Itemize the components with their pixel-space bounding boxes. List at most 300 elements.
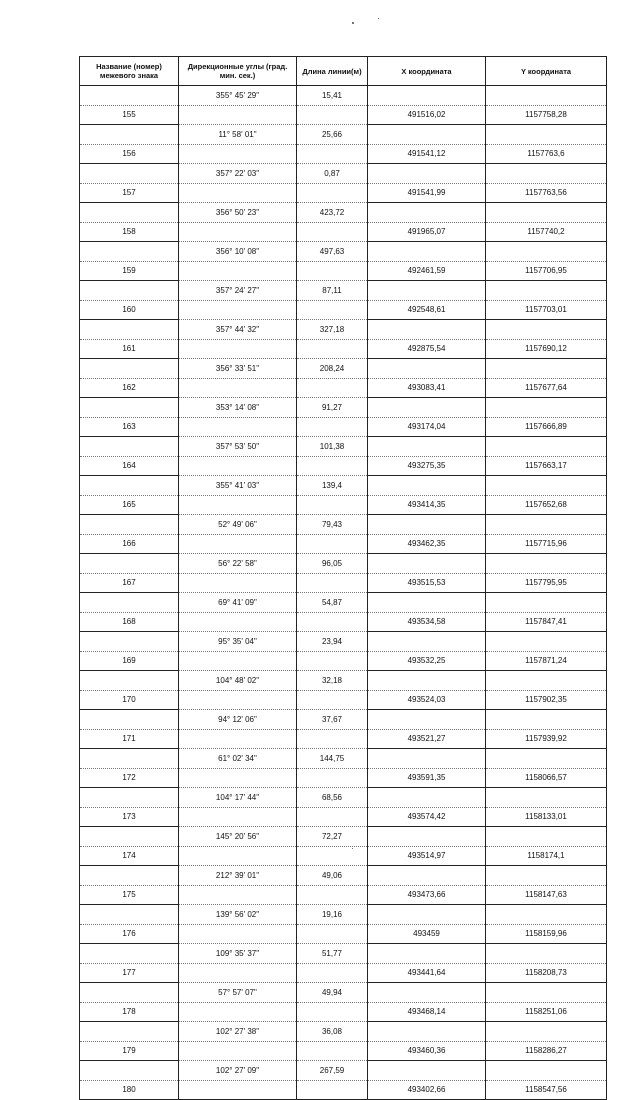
cell-y-coordinate: 1157715,96 [486, 534, 607, 554]
cell-line-length [297, 417, 368, 437]
cell-line-length [297, 300, 368, 320]
cell-y-coordinate: 1157847,41 [486, 612, 607, 632]
cell-y-coordinate [486, 944, 607, 964]
cell-mark-name [80, 398, 179, 418]
cell-line-length: 96,05 [297, 554, 368, 574]
cell-x-coordinate: 493441,64 [368, 963, 486, 983]
cell-line-length: 144,75 [297, 749, 368, 769]
cell-mark-name: 176 [80, 924, 179, 944]
cell-x-coordinate [368, 944, 486, 964]
cell-line-length: 36,08 [297, 1022, 368, 1042]
cell-x-coordinate: 492461,59 [368, 261, 486, 281]
cell-mark-name: 164 [80, 456, 179, 476]
cell-y-coordinate [486, 437, 607, 457]
table-row-segment [80, 203, 607, 223]
table-row-point [80, 807, 607, 827]
table-row-segment [80, 125, 607, 145]
cell-line-length [297, 339, 368, 359]
header-line-length: Длина линии(м) [297, 57, 368, 86]
table-row-point [80, 768, 607, 788]
cell-line-length: 37,67 [297, 710, 368, 730]
table-body [80, 86, 607, 1100]
table-row-segment [80, 788, 607, 808]
cell-x-coordinate: 493534,58 [368, 612, 486, 632]
cell-line-length: 19,16 [297, 905, 368, 925]
cell-x-coordinate: 491541,12 [368, 144, 486, 164]
cell-x-coordinate: 491541,99 [368, 183, 486, 203]
cell-direction-angle [179, 534, 297, 554]
cell-y-coordinate [486, 515, 607, 535]
table-row-segment [80, 1022, 607, 1042]
cell-direction-angle [179, 846, 297, 866]
cell-x-coordinate: 493174,04 [368, 417, 486, 437]
cell-y-coordinate: 1157763,6 [486, 144, 607, 164]
cell-x-coordinate: 493468,14 [368, 1002, 486, 1022]
cell-line-length [297, 534, 368, 554]
cell-mark-name: 172 [80, 768, 179, 788]
cell-y-coordinate [486, 242, 607, 262]
cell-x-coordinate [368, 515, 486, 535]
table-row-segment [80, 1061, 607, 1081]
cell-line-length [297, 963, 368, 983]
cell-line-length: 208,24 [297, 359, 368, 379]
cell-line-length: 267,59 [297, 1061, 368, 1081]
cell-mark-name [80, 437, 179, 457]
cell-x-coordinate: 493414,35 [368, 495, 486, 515]
cell-mark-name [80, 671, 179, 691]
cell-mark-name: 170 [80, 690, 179, 710]
cell-mark-name [80, 125, 179, 145]
cell-y-coordinate: 1158147,63 [486, 885, 607, 905]
table-row-point [80, 1002, 607, 1022]
cell-x-coordinate [368, 320, 486, 340]
cell-mark-name: 160 [80, 300, 179, 320]
cell-line-length [297, 1002, 368, 1022]
cell-mark-name [80, 320, 179, 340]
table-row-point [80, 183, 607, 203]
table-row-segment [80, 359, 607, 379]
table-row-segment [80, 515, 607, 535]
table-row-point [80, 417, 607, 437]
cell-mark-name [80, 515, 179, 535]
cell-direction-angle [179, 144, 297, 164]
cell-mark-name: 161 [80, 339, 179, 359]
header-direction-angle: Дирекционные углы (град. мин. сек.) [179, 57, 297, 86]
cell-mark-name: 178 [80, 1002, 179, 1022]
cell-line-length [297, 105, 368, 125]
table-row-segment [80, 983, 607, 1003]
cell-mark-name [80, 281, 179, 301]
cell-direction-angle [179, 768, 297, 788]
cell-mark-name: 162 [80, 378, 179, 398]
cell-direction-angle: 355° 45' 29" [179, 86, 297, 106]
cell-mark-name [80, 788, 179, 808]
table-row-point [80, 495, 607, 515]
cell-line-length [297, 690, 368, 710]
cell-line-length [297, 183, 368, 203]
cell-x-coordinate [368, 827, 486, 847]
cell-y-coordinate [486, 905, 607, 925]
cell-line-length [297, 1041, 368, 1061]
header-y-coordinate: Y координата [486, 57, 607, 86]
table-row-segment [80, 242, 607, 262]
cell-direction-angle [179, 690, 297, 710]
cell-mark-name [80, 632, 179, 652]
table-row-point [80, 300, 607, 320]
cell-line-length: 25,66 [297, 125, 368, 145]
cell-mark-name [80, 1022, 179, 1042]
table-row-segment [80, 437, 607, 457]
cell-mark-name: 159 [80, 261, 179, 281]
coordinates-table [79, 56, 607, 1100]
cell-y-coordinate [486, 281, 607, 301]
table-row-point [80, 690, 607, 710]
cell-x-coordinate: 492548,61 [368, 300, 486, 320]
cell-direction-angle [179, 651, 297, 671]
cell-line-length [297, 456, 368, 476]
cell-x-coordinate [368, 125, 486, 145]
cell-line-length: 32,18 [297, 671, 368, 691]
cell-y-coordinate: 1158251,06 [486, 1002, 607, 1022]
cell-mark-name [80, 554, 179, 574]
cell-line-length [297, 573, 368, 593]
cell-direction-angle [179, 1041, 297, 1061]
cell-y-coordinate [486, 1061, 607, 1081]
table-row-point [80, 885, 607, 905]
cell-line-length: 423,72 [297, 203, 368, 223]
cell-direction-angle: 56° 22' 58" [179, 554, 297, 574]
cell-y-coordinate: 1157690,12 [486, 339, 607, 359]
cell-line-length: 49,94 [297, 983, 368, 1003]
cell-line-length [297, 222, 368, 242]
table-row-point [80, 924, 607, 944]
cell-mark-name: 174 [80, 846, 179, 866]
cell-y-coordinate: 1158133,01 [486, 807, 607, 827]
table-row-point [80, 534, 607, 554]
cell-mark-name [80, 710, 179, 730]
cell-mark-name: 168 [80, 612, 179, 632]
cell-direction-angle: 95° 35' 04" [179, 632, 297, 652]
cell-y-coordinate: 1157758,28 [486, 105, 607, 125]
table-row-segment [80, 944, 607, 964]
cell-line-length [297, 807, 368, 827]
cell-x-coordinate: 493514,97 [368, 846, 486, 866]
table-row-segment [80, 710, 607, 730]
cell-line-length: 68,56 [297, 788, 368, 808]
cell-mark-name: 167 [80, 573, 179, 593]
cell-y-coordinate [486, 1022, 607, 1042]
cell-x-coordinate: 493524,03 [368, 690, 486, 710]
cell-mark-name: 155 [80, 105, 179, 125]
cell-x-coordinate [368, 242, 486, 262]
cell-y-coordinate [486, 710, 607, 730]
cell-y-coordinate: 1158066,57 [486, 768, 607, 788]
cell-y-coordinate: 1157652,68 [486, 495, 607, 515]
cell-x-coordinate [368, 398, 486, 418]
cell-line-length [297, 885, 368, 905]
cell-y-coordinate: 1157871,24 [486, 651, 607, 671]
cell-y-coordinate: 1158174,1 [486, 846, 607, 866]
cell-direction-angle: 356° 10' 08" [179, 242, 297, 262]
cell-y-coordinate: 1158208,73 [486, 963, 607, 983]
cell-direction-angle: 353° 14' 08" [179, 398, 297, 418]
cell-x-coordinate [368, 554, 486, 574]
cell-x-coordinate: 493515,53 [368, 573, 486, 593]
cell-line-length: 497,63 [297, 242, 368, 262]
cell-direction-angle: 52° 49' 06" [179, 515, 297, 535]
table-row-segment [80, 398, 607, 418]
cell-direction-angle: 11° 58' 01" [179, 125, 297, 145]
cell-mark-name: 158 [80, 222, 179, 242]
cell-x-coordinate [368, 359, 486, 379]
cell-x-coordinate: 491965,07 [368, 222, 486, 242]
cell-direction-angle [179, 573, 297, 593]
cell-mark-name: 157 [80, 183, 179, 203]
cell-line-length: 15,41 [297, 86, 368, 106]
cell-direction-angle: 104° 17' 44" [179, 788, 297, 808]
cell-line-length: 79,43 [297, 515, 368, 535]
cell-mark-name [80, 593, 179, 613]
cell-mark-name [80, 359, 179, 379]
cell-mark-name [80, 86, 179, 106]
cell-y-coordinate [486, 749, 607, 769]
cell-line-length: 327,18 [297, 320, 368, 340]
table-row-segment [80, 593, 607, 613]
cell-x-coordinate [368, 203, 486, 223]
header-x-coordinate: X координата [368, 57, 486, 86]
cell-x-coordinate [368, 749, 486, 769]
cell-mark-name: 179 [80, 1041, 179, 1061]
cell-direction-angle [179, 105, 297, 125]
cell-line-length: 51,77 [297, 944, 368, 964]
cell-mark-name [80, 983, 179, 1003]
table-header-row [80, 57, 607, 86]
cell-mark-name: 175 [80, 885, 179, 905]
cell-mark-name [80, 749, 179, 769]
cell-y-coordinate: 1157706,95 [486, 261, 607, 281]
cell-y-coordinate [486, 125, 607, 145]
cell-direction-angle: 356° 50' 23" [179, 203, 297, 223]
cell-direction-angle [179, 339, 297, 359]
cell-y-coordinate: 1157703,01 [486, 300, 607, 320]
cell-line-length: 139,4 [297, 476, 368, 496]
table-row-segment [80, 671, 607, 691]
cell-x-coordinate: 493532,25 [368, 651, 486, 671]
cell-mark-name [80, 905, 179, 925]
cell-y-coordinate: 1158159,96 [486, 924, 607, 944]
cell-line-length: 54,87 [297, 593, 368, 613]
cell-direction-angle [179, 417, 297, 437]
cell-line-length [297, 1080, 368, 1100]
cell-direction-angle: 355° 41' 03" [179, 476, 297, 496]
cell-y-coordinate [486, 476, 607, 496]
cell-direction-angle [179, 222, 297, 242]
cell-direction-angle: 57° 57' 07" [179, 983, 297, 1003]
cell-line-length: 91,27 [297, 398, 368, 418]
cell-y-coordinate [486, 359, 607, 379]
cell-direction-angle: 212° 39' 01" [179, 866, 297, 886]
cell-y-coordinate [486, 866, 607, 886]
cell-direction-angle: 102° 27' 09" [179, 1061, 297, 1081]
cell-y-coordinate: 1157740,2 [486, 222, 607, 242]
cell-line-length: 49,06 [297, 866, 368, 886]
cell-direction-angle [179, 261, 297, 281]
cell-x-coordinate: 491516,02 [368, 105, 486, 125]
cell-line-length: 87,11 [297, 281, 368, 301]
cell-line-length: 101,38 [297, 437, 368, 457]
cell-y-coordinate: 1157939,92 [486, 729, 607, 749]
table-row-segment [80, 749, 607, 769]
table-row-point [80, 729, 607, 749]
table-row-point [80, 1041, 607, 1061]
cell-y-coordinate [486, 632, 607, 652]
cell-line-length: 72,27 [297, 827, 368, 847]
cell-x-coordinate: 493521,27 [368, 729, 486, 749]
cell-x-coordinate: 493460,36 [368, 1041, 486, 1061]
cell-x-coordinate: 493083,41 [368, 378, 486, 398]
cell-y-coordinate [486, 593, 607, 613]
cell-x-coordinate: 493591,35 [368, 768, 486, 788]
cell-mark-name [80, 203, 179, 223]
cell-line-length [297, 261, 368, 281]
table-row-segment [80, 905, 607, 925]
cell-direction-angle [179, 963, 297, 983]
cell-y-coordinate [486, 983, 607, 1003]
cell-mark-name [80, 866, 179, 886]
cell-line-length [297, 144, 368, 164]
cell-direction-angle: 109° 35' 37" [179, 944, 297, 964]
cell-mark-name [80, 164, 179, 184]
table-row-segment [80, 476, 607, 496]
cell-x-coordinate: 493462,35 [368, 534, 486, 554]
cell-y-coordinate [486, 788, 607, 808]
cell-line-length: 0,87 [297, 164, 368, 184]
table-row-segment [80, 281, 607, 301]
cell-y-coordinate [486, 398, 607, 418]
cell-direction-angle: 356° 33' 51" [179, 359, 297, 379]
table-row-point [80, 456, 607, 476]
cell-direction-angle [179, 378, 297, 398]
cell-mark-name: 177 [80, 963, 179, 983]
cell-direction-angle: 61° 02' 34" [179, 749, 297, 769]
cell-direction-angle [179, 183, 297, 203]
cell-x-coordinate [368, 593, 486, 613]
cell-y-coordinate [486, 203, 607, 223]
cell-x-coordinate [368, 164, 486, 184]
cell-x-coordinate [368, 866, 486, 886]
cell-direction-angle: 357° 24' 27" [179, 281, 297, 301]
cell-x-coordinate [368, 476, 486, 496]
cell-direction-angle [179, 495, 297, 515]
table-row-segment [80, 827, 607, 847]
scan-speck [378, 18, 379, 19]
cell-mark-name: 169 [80, 651, 179, 671]
cell-direction-angle [179, 300, 297, 320]
cell-direction-angle [179, 729, 297, 749]
cell-x-coordinate [368, 281, 486, 301]
cell-x-coordinate [368, 788, 486, 808]
cell-direction-angle: 139° 56' 02" [179, 905, 297, 925]
cell-mark-name: 173 [80, 807, 179, 827]
cell-direction-angle: 357° 53' 50" [179, 437, 297, 457]
cell-direction-angle: 357° 22' 03" [179, 164, 297, 184]
cell-direction-angle [179, 456, 297, 476]
cell-mark-name: 163 [80, 417, 179, 437]
table-row-point [80, 612, 607, 632]
cell-direction-angle: 357° 44' 32" [179, 320, 297, 340]
table-row-segment [80, 632, 607, 652]
cell-mark-name [80, 827, 179, 847]
cell-direction-angle [179, 885, 297, 905]
table-row-point [80, 339, 607, 359]
cell-mark-name: 165 [80, 495, 179, 515]
cell-y-coordinate: 1157677,64 [486, 378, 607, 398]
cell-line-length [297, 768, 368, 788]
table-row-segment [80, 164, 607, 184]
table-row-segment [80, 320, 607, 340]
table-row-point [80, 144, 607, 164]
scan-speck [352, 22, 354, 24]
cell-mark-name: 171 [80, 729, 179, 749]
table-row-point [80, 105, 607, 125]
cell-y-coordinate: 1157666,89 [486, 417, 607, 437]
cell-line-length [297, 495, 368, 515]
table-row-point [80, 261, 607, 281]
table-row-segment [80, 866, 607, 886]
cell-y-coordinate: 1157795,95 [486, 573, 607, 593]
cell-y-coordinate: 1157902,35 [486, 690, 607, 710]
table-row-point [80, 651, 607, 671]
cell-line-length [297, 378, 368, 398]
cell-x-coordinate [368, 905, 486, 925]
cell-mark-name: 156 [80, 144, 179, 164]
cell-x-coordinate [368, 671, 486, 691]
cell-x-coordinate [368, 86, 486, 106]
cell-direction-angle [179, 1002, 297, 1022]
cell-y-coordinate [486, 320, 607, 340]
table-row-point [80, 378, 607, 398]
cell-line-length [297, 846, 368, 866]
cell-y-coordinate: 1158547,56 [486, 1080, 607, 1100]
cell-y-coordinate [486, 86, 607, 106]
cell-x-coordinate: 493275,35 [368, 456, 486, 476]
cell-y-coordinate [486, 827, 607, 847]
cell-direction-angle: 102° 27' 38" [179, 1022, 297, 1042]
header-mark-name: Название (номер) межевого знака [80, 57, 179, 86]
cell-mark-name [80, 242, 179, 262]
cell-y-coordinate [486, 554, 607, 574]
table-row-segment [80, 554, 607, 574]
cell-x-coordinate: 493459 [368, 924, 486, 944]
cell-direction-angle [179, 612, 297, 632]
cell-direction-angle: 145° 20' 56" [179, 827, 297, 847]
cell-mark-name: 180 [80, 1080, 179, 1100]
cell-x-coordinate [368, 983, 486, 1003]
cell-x-coordinate: 493574,42 [368, 807, 486, 827]
table-row-point [80, 222, 607, 242]
cell-x-coordinate: 492875,54 [368, 339, 486, 359]
table-row-point [80, 1080, 607, 1100]
cell-x-coordinate [368, 437, 486, 457]
table-row-point [80, 963, 607, 983]
cell-y-coordinate: 1157763,56 [486, 183, 607, 203]
cell-x-coordinate: 493473,66 [368, 885, 486, 905]
cell-direction-angle [179, 1080, 297, 1100]
cell-y-coordinate: 1157663,17 [486, 456, 607, 476]
table-row-point [80, 573, 607, 593]
table-row-point [80, 846, 607, 866]
cell-x-coordinate [368, 1022, 486, 1042]
